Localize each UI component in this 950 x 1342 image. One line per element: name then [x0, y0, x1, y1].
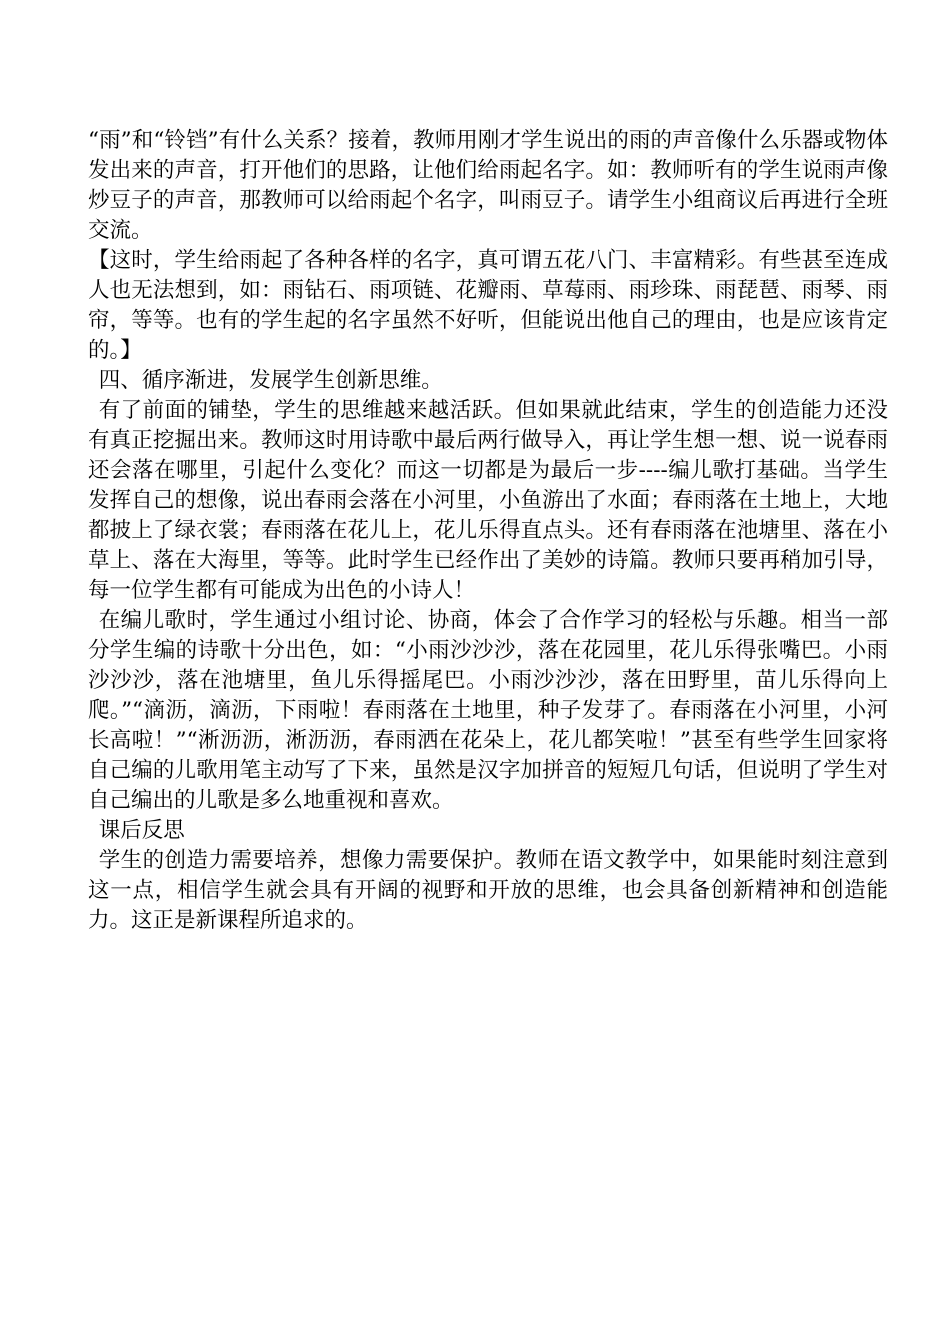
paragraph-spring-rain: 有了前面的铺垫，学生的思维越来越活跃。但如果就此结束，学生的创造能力还没有真正挖掘出来。教师这时用诗歌中最后两行做导入，再让学生想一想、说一说春雨还会落在哪里，引起什么变化？而这一切都是为最后一步----编儿歌打基础。当学生发挥自己的想像，说出春雨会落在小河里，小鱼游出了水面；春雨落在土地上，大地都披上了绿衣裳；春雨落在花儿上，花儿乐得直点头。还有春雨落在池塘里、落在小草上、落在大海里，等等。此时学生已经作出了美妙的诗篇。教师只要再稍加引导，每一位学生都有可能成为出色的小诗人！: [88, 398, 888, 603]
paragraph-rain-names: 【这时，学生给雨起了各种各样的名字，真可谓五花八门、丰富精彩。有些甚至连成人也无法想到，如：雨钻石、雨项链、花瓣雨、草莓雨、雨珍珠、雨琵琶、雨琴、雨帘，等等。也有的学生起的名字虽然不好听，但能说出他自己的理由，也是应该肯定的。】: [88, 248, 888, 363]
paragraph-reflection: 学生的创造力需要培养，想像力需要保护。教师在语文教学中，如果能时刻注意到这一点，相信学生就会具有开阔的视野和开放的思维，也会具备创新精神和创造能力。这正是新课程所追求的。: [88, 848, 888, 933]
paragraph-children-songs: 在编儿歌时，学生通过小组讨论、协商，体会了合作学习的轻松与乐趣。相当一部分学生编的诗歌十分出色，如：“小雨沙沙沙，落在花园里，花儿乐得张嘴巴。小雨沙沙沙，落在池塘里，鱼儿乐得摇尾巴。小雨沙沙沙，落在田野里，苗儿乐得向上爬。”“滴沥，滴沥，下雨啦！春雨落在土地里，种子发芽了。春雨落在小河里，小河长高啦！”“淅沥沥，淅沥沥，春雨洒在花朵上，花儿都笑啦！”甚至有些学生回家将自己编的儿歌用笔主动写了下来，虽然是汉字加拼音的短短几句话，但说明了学生对自己编出的儿歌是多么地重视和喜欢。: [88, 608, 888, 813]
document-body: [88, 126, 888, 936]
section-heading-reflection: 课后反思: [98, 818, 185, 843]
paragraph-rain-bell: “雨”和“铃铛”有什么关系？接着，教师用刚才学生说出的雨的声音像什么乐器或物体发出来的声音，打开他们的思路，让他们给雨起名字。如：教师听有的学生说雨声像炒豆子的声音，那教师可以给雨起个名字，叫雨豆子。请学生小组商议后再进行全班交流。: [88, 128, 888, 243]
section-heading-step-four: 四、循序渐进，发展学生创新思维。: [98, 368, 443, 393]
